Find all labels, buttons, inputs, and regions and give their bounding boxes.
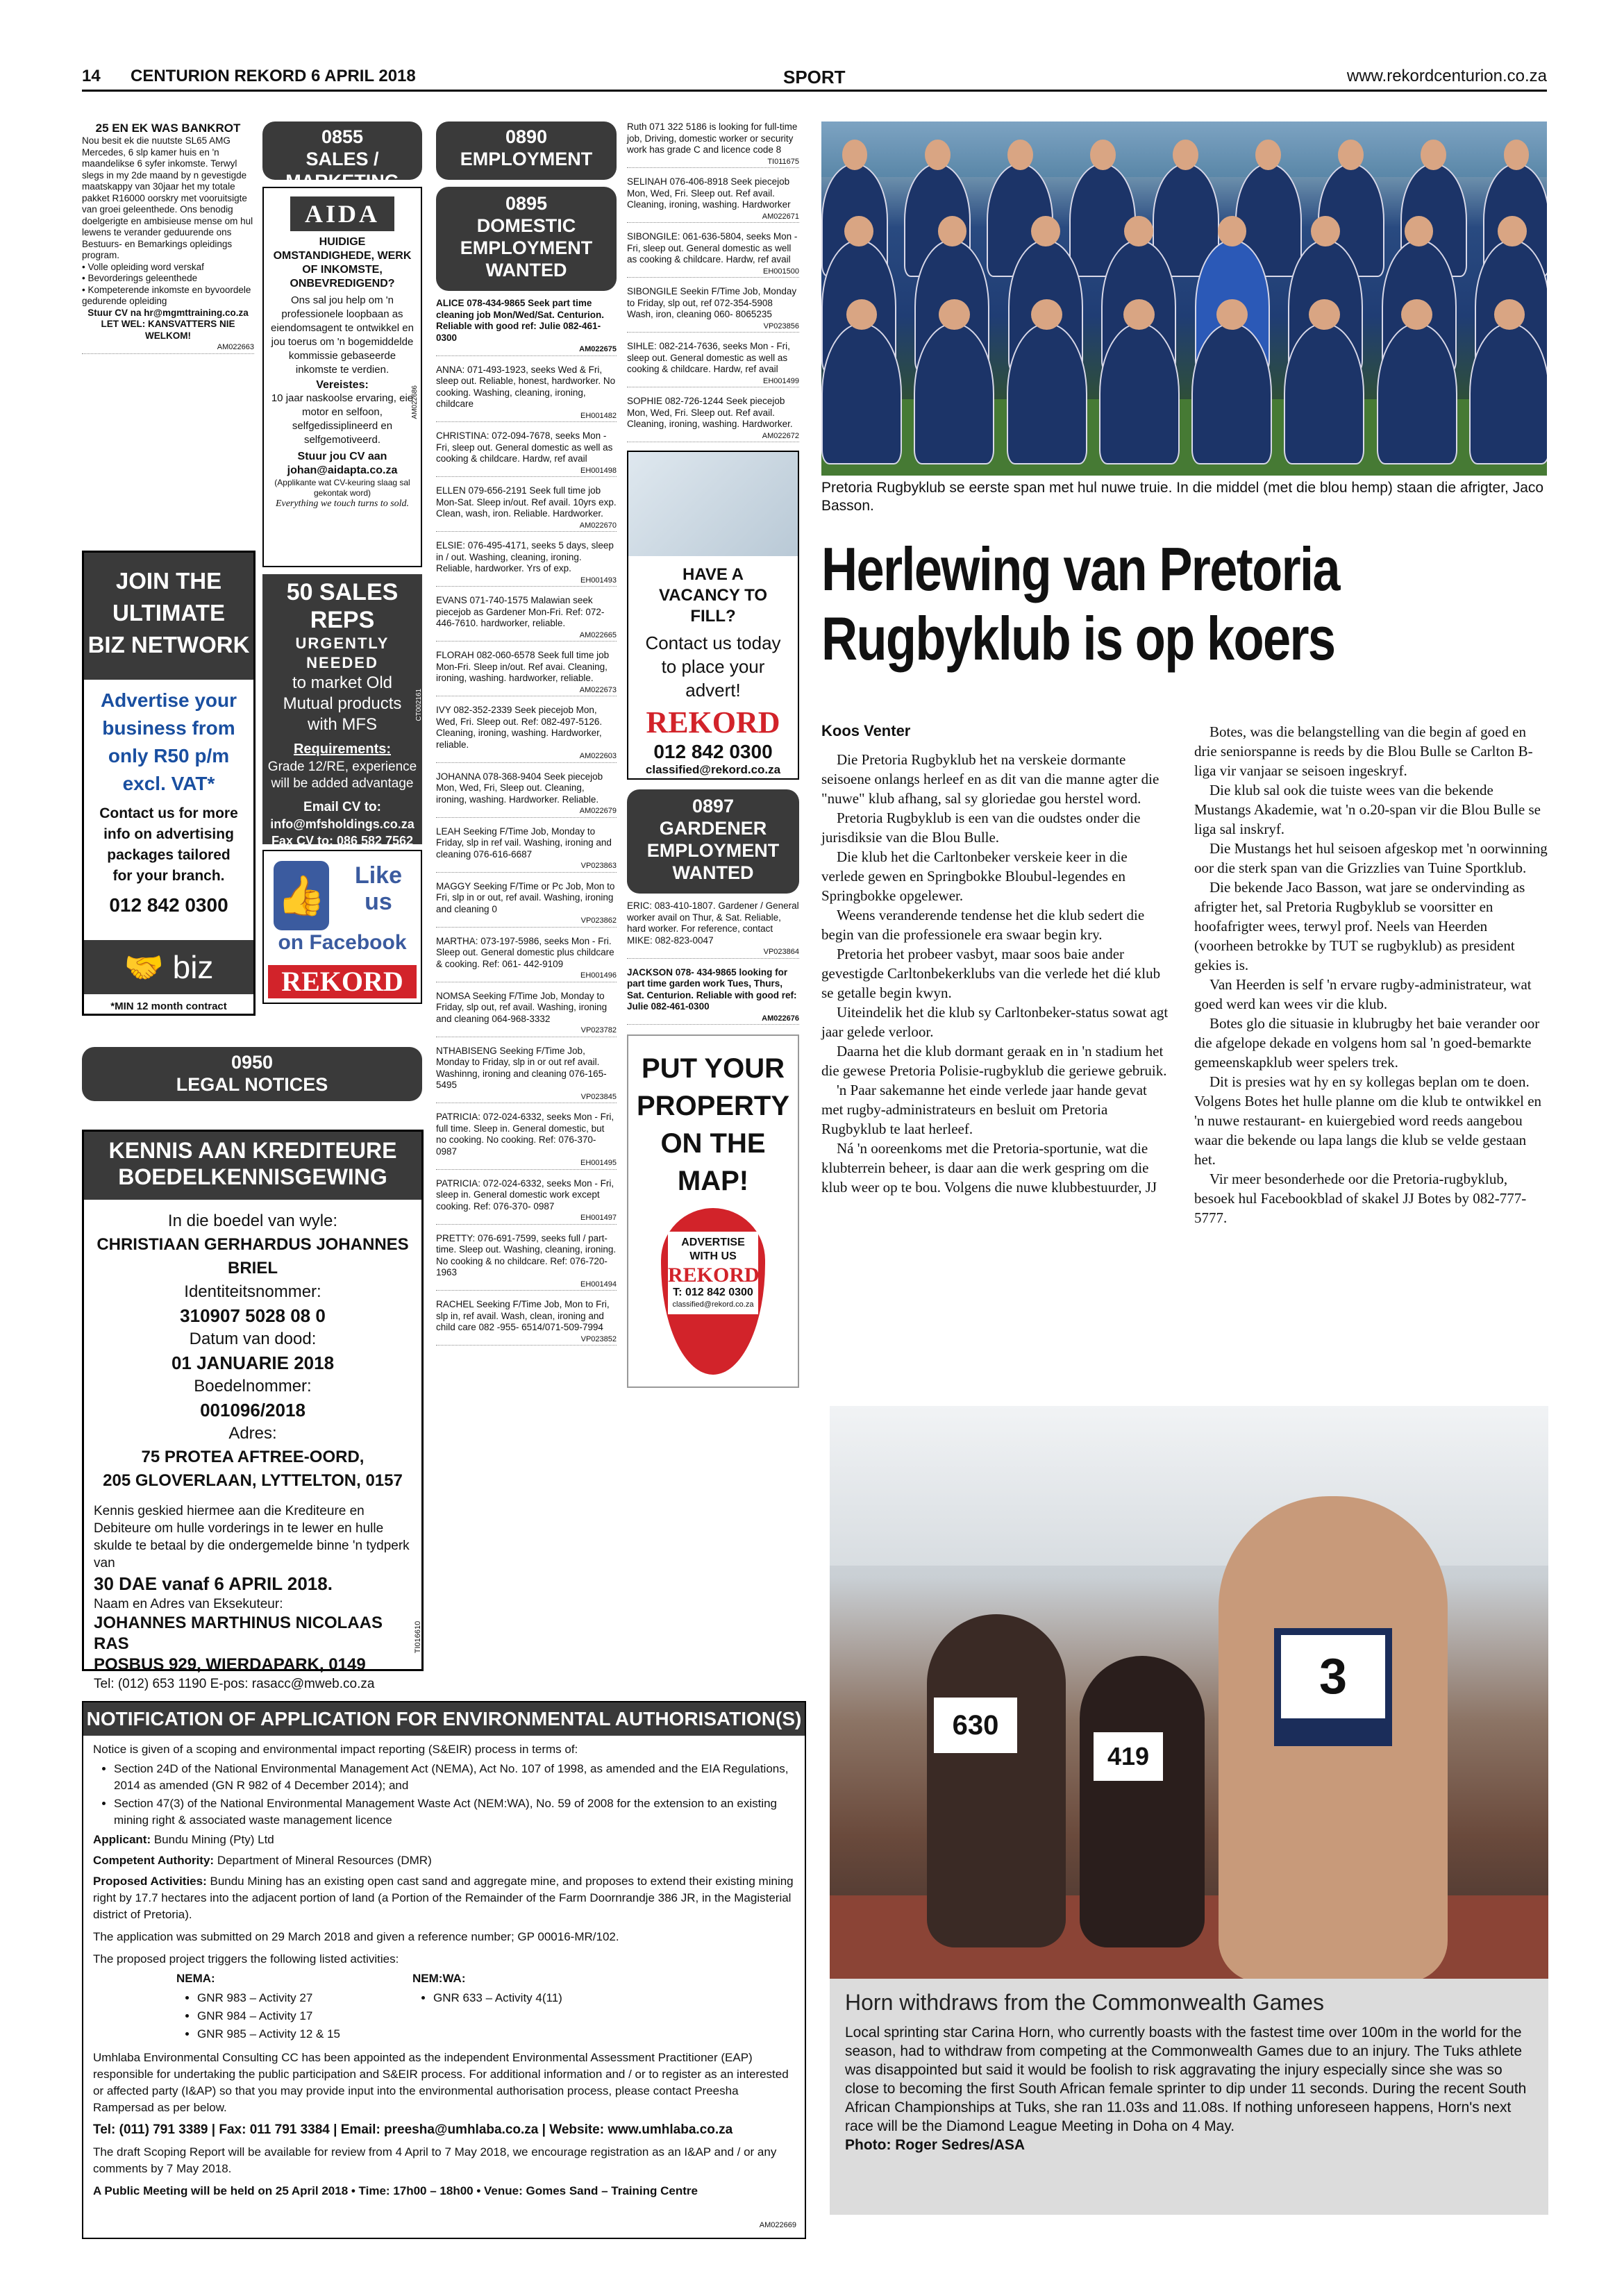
classified-ad-text: PATRICIA: 072-024-6332, seeks Mon - Fri, sleep in. General domestic work except cooking. Ref: 076-370- 0987 <box>436 1178 614 1212</box>
vacancy-image <box>628 452 798 556</box>
player-head <box>1031 216 1060 246</box>
classified-ad <box>436 485 617 532</box>
kennis-subtitle: BOEDELKENNISGEWING <box>118 1164 387 1189</box>
biz-logo-bar <box>84 940 253 994</box>
classified-ad-ref: VP023782 <box>436 1025 617 1037</box>
classified-ad <box>436 1046 617 1104</box>
ad-bullet: • Volle opleiding word verskaf <box>82 261 204 272</box>
classified-ad-ref: VP023856 <box>627 321 799 333</box>
player-head <box>846 299 878 330</box>
player-head <box>1090 140 1116 170</box>
rekord-logo: REKORD <box>668 1264 760 1287</box>
aida-ref: AM022686 <box>410 385 419 419</box>
ad-body: Nou besit ek die nuutste SL65 AMG Mercedes, 6 slp kamer huis en 'n maandelikse 6 syfer inkomste. Terwyl slegs in my 2de maand by n gevestigde maatskappy van 30jaar het my totale pakket R16000 oorskry met vooruitsigte van groei geleenthede. Ons benodig doelgerigte en ambisieuse mense om hul lewens te verander geduurende ons Bestuurs- en Bemarkings opleidings program. <box>82 135 253 260</box>
aida-req: 10 jaar naskoolse ervaring, eie motor en selfoon, selfgedissiplineerd en selfgemotiveerd. <box>271 392 414 446</box>
ad-warning: LET WEL: KANSVATTERS NIE WELKOM! <box>101 319 235 341</box>
classified-ad-text: PRETTY: 076-691-7599, seeks full / part-time. Sleep out. Washing, cleaning, ironing. No cooking & no childcare. Ref: 076-720-1963 <box>436 1232 617 1277</box>
section-label: LEGAL NOTICES <box>176 1074 328 1095</box>
mfs-fax: Fax CV to: 086 582 7562 <box>271 834 414 848</box>
player-head <box>1421 140 1446 170</box>
article-paragraph: Botes, was die belangstelling van die begin af goed en drie seniorspanne is reeds by die Blou Bulle se Carlton B-liga vir vanjaar se seisoen ingeskryf. <box>1194 723 1533 779</box>
article-paragraph: Uiteindelik het die klub sy Carltonbeker-status sowat agt jaar gelede verloor. <box>821 1004 1169 1040</box>
env-act-item: • Section 24D of the National Environmental Management Act (NEMA), Act No. 107 of 1998, as amended and the EIA Regulations, 2014 as amended (GN R 982 of 4 December 2014); and <box>114 1761 795 1794</box>
section-code: 0950 <box>231 1052 274 1073</box>
classified-ad-text: JOHANNA 078-368-9404 Seek piecejob Mon, Wed, Fri, Sleep out. Cleaning, ironing, washing. Hardworker. Reliable. <box>436 771 603 805</box>
classified-ad-text: SOPHIE 082-726-1244 Seek piecejob Mon, Wed, Fri. Sleep out. Ref avail. Cleaning, ironing, washing. Hardworker. <box>627 396 793 429</box>
article-paragraph: Dit is presies wat hy en sy kollegas beplan om te doen. Volgens Botes het hulle planne om die klub te ontwikkel en 'n nuwe restaurant- en kuiergebied word reeds aangebou waar die bekende ou lapa langs die klub se velde gestaan het. <box>1194 1073 1542 1168</box>
section-domestic-employment <box>436 187 617 291</box>
classified-ad <box>436 650 617 696</box>
classified-ad-text: RACHEL Seeking F/Time Job, Mon to Fri, slp in, ref avail. Wash, clean, ironing and child care 082 -955- 6514/071-509-7994 <box>436 1299 610 1332</box>
classified-ad-ref: VP023863 <box>436 860 617 873</box>
biz-logo: biz <box>172 949 214 985</box>
classified-ad-text: ALICE 078-434-9865 Seek part time cleaning job Mon/Wed/Sat. Centurion. Reliable with good ref: Julie 082-461-0300 <box>436 298 605 343</box>
classified-ad-text: SIBONGILE Seekin F/Time Job, Monday to Friday, slp out, ref 072-354-5908 Wash, iron, cleaning 060- 8065235 <box>627 286 797 319</box>
aida-tagline: HUIDIGE OMSTANDIGHEDE, WERK OF INKOMSTE, ONBEVREDIGEND? <box>273 236 412 290</box>
classified-ad <box>436 298 617 356</box>
env-nemwa-heading: NEM:WA: <box>412 1972 466 1985</box>
map-phone: T: 012 842 0300 <box>673 1287 753 1298</box>
section-code: 0855 <box>321 126 364 147</box>
page-number: 14 <box>82 67 101 85</box>
kennis-id: 310907 5028 08 0 <box>180 1305 326 1326</box>
handshake-icon: 🤝 <box>124 949 164 985</box>
section-code: 0895 <box>505 193 548 214</box>
domestic-ads-list-2 <box>627 121 799 442</box>
article-paragraph: Die Pretoria Rugbyklub het na verskeie dormante seisoene onlangs herleef en as dit van die manne agter die "nuwe" klub afhang, sal sy gloriedae gou herstel word. <box>821 751 1160 807</box>
classified-ad <box>436 881 617 928</box>
classified-ad-text: EVANS 071-740-1575 Malawian seek piecejob as Gardener Mon-Fri. Ref: 072-446-7610. hardworker, reliable. <box>436 595 605 628</box>
vacancy-title: HAVE A VACANCY TO FILL? <box>658 565 768 626</box>
section-legal-notices <box>82 1047 422 1101</box>
aida-body: Ons sal jou help om 'n professionele loopbaan as eiendomsagent te ontwikkel en jou toerus om 'n bogemiddelde kommissie gebaseerde inkomste te verdien. <box>271 294 414 376</box>
vacancy-contact: Contact us today to place your advert! <box>645 632 781 701</box>
env-nema-heading: NEMA: <box>176 1972 215 1985</box>
env-nemwa-list <box>412 1990 562 2006</box>
gardener-ads-list <box>627 900 799 1025</box>
env-contact: Tel: (011) 791 3389 | Fax: 011 791 3384 | Email: preesha@umhlaba.co.za | Website: www.umhlaba.co.za <box>93 2122 733 2137</box>
player-head <box>1311 216 1340 246</box>
env-intro: Notice is given of a scoping and environmental impact reporting (S&EIR) process in terms of: <box>93 1743 578 1756</box>
domestic-ads-list <box>436 298 617 1346</box>
player-head <box>1123 299 1155 330</box>
article-paragraph: Van Heerden is self 'n ervare rugby-administrateur, wat goed werd kan wees vir die klub. <box>1194 976 1532 1012</box>
player-head <box>1405 216 1434 246</box>
mfs-ad <box>262 574 424 848</box>
kennis-address-2: 205 GLOVERLAAN, LYTTELTON, 0157 <box>103 1471 403 1490</box>
article-column-left <box>821 722 1169 1197</box>
vacancy-phone: 012 842 0300 <box>653 741 773 762</box>
env-nemwa-item: • GNR 633 – Activity 4(11) <box>433 1990 562 2006</box>
classified-ad-ref: VP023862 <box>436 915 617 928</box>
kennis-aan-krediteure-notice <box>82 1130 424 1691</box>
section-gardener-employment <box>627 789 799 894</box>
aida-ad <box>262 187 422 567</box>
classified-ad <box>436 430 617 477</box>
env-act-item: • Section 47(3) of the National Environmental Management Waste Act (NEM:WA), No. 59 of 2008 for the extension to an existing mining right & associated waste management licence <box>114 1795 795 1829</box>
rugby-player <box>1469 323 1547 464</box>
player-head <box>1338 140 1364 170</box>
classified-ad <box>436 1299 617 1346</box>
fb-on-facebook: on Facebook <box>278 931 407 954</box>
section-label: DOMESTIC EMPLOYMENT WANTED <box>460 215 593 280</box>
mfs-title: 50 SALES REPS <box>286 579 399 633</box>
classified-ad <box>627 967 799 1025</box>
player-head <box>1504 140 1530 170</box>
classified-ad-text: CHRISTINA: 072-094-7678, seeks Mon - Fri, sleep out. General domestic as well as cooking & childcare. Hardw, ref avail <box>436 430 613 464</box>
section-name: SPORT <box>783 67 846 87</box>
classified-ad <box>627 176 799 223</box>
classified-ad <box>627 341 799 387</box>
rugby-photo-caption: Pretoria Rugbyklub se eerste span met hul nuwe truie. In die middel (met die blou hemp) staan die afrigter, Jaco Basson. <box>821 480 1544 514</box>
map-pin-icon <box>661 1208 765 1375</box>
ad-ref: AM022663 <box>82 342 254 354</box>
rugby-player <box>1191 323 1272 464</box>
biz-line-3: BIZ NETWORK <box>87 632 250 657</box>
classified-ad-text: ANNA: 071-493-1923, seeks Wed & Fri, sleep out. Reliable, honest, hardworker. No cooking. Washing, cleaning, ironing, childcare <box>436 364 616 409</box>
env-proposed: Bundu Mining has an existing open cast sand and aggregate mine, and proposes to extend their existing mining right by 17.7 hectares into the adjacent portion of land (a Portion of the Remainder of the Farm Doornrandje 386 JR, in the Magisterial district of Pretoria). <box>93 1875 794 1921</box>
player-head <box>925 140 951 170</box>
env-nema-item: • GNR 983 – Activity 27 <box>197 1990 412 2006</box>
env-authority-heading: Competent Authority: <box>93 1854 215 1867</box>
article-paragraph: Pretoria het probeer vasbyt, maar soos baie ander gevestigde Carltonbekerklubs van die verlede het dié klub se getalle begin kwyn. <box>821 946 1161 1001</box>
article-paragraph: Vir meer besonderhede oor die Pretoria-rugbyklub, besoek hul Facebookblad of skakel JJ Botes by 082-777-5777. <box>1194 1171 1527 1226</box>
classified-ad <box>436 705 617 763</box>
classified-ad-ref: AM022671 <box>627 211 799 224</box>
classified-ad-text: IVY 082-352-2339 Seek piecejob Mon, Wed, Fri. Sleep out. Ref: 082-497-5126. Cleaning, ironing, washing. Hardworker, reliable. <box>436 705 603 750</box>
section-code: 0897 <box>692 796 735 816</box>
biz-line-2: ULTIMATE <box>112 600 225 626</box>
classified-ad-text: SIBONGILE: 061-636-5804, seeks Mon - Fri, sleep out. General domestic as well as cooking & childcare. Hardw, ref avail <box>627 231 798 265</box>
rugby-player <box>1007 323 1087 464</box>
biz-header <box>84 553 253 680</box>
map-title: PUT YOUR PROPERTY ON THE MAP! <box>636 1053 790 1196</box>
classified-ad <box>627 286 799 333</box>
article-paragraph: Ná 'n ooreenkoms met die Pretoria-sportunie, wat die klubterrein beheer, is daar aan die werk gespring om die klub weer op te bou. Volgens die nuwe klubbestuurder, JJ <box>821 1140 1157 1196</box>
classifieds-column-3 <box>436 121 617 1354</box>
classified-ad-ref: AM022665 <box>436 630 617 642</box>
thumbs-up-icon: 👍 <box>274 861 329 930</box>
player-head <box>1218 216 1247 246</box>
classified-ad-ref: EH001497 <box>436 1212 617 1225</box>
article-paragraph: Die bekende Jaco Basson, wat jare se ondervinding as afrigter het, sal Pretoria Rugbyklub se voorsitter en hoofafrigter wees, terwyl prof. Neels van Heerden (voorheen betrokke by TUT se rugbyklub) as president gekies is. <box>1194 879 1525 973</box>
classified-ad-ref: AM022672 <box>627 430 799 443</box>
article-right-paragraphs <box>1194 722 1548 1227</box>
page-header <box>82 64 1547 92</box>
article-paragraph: Pretoria Rugbyklub is een van die oudstes onder die jurisdiksie van die Blou Bulle. <box>821 810 1141 846</box>
article-paragraph: Weens veranderende tendense het die klub sedert die begin van die professionele era swaar begin kry. <box>821 907 1145 943</box>
article-left-paragraphs <box>821 750 1169 1197</box>
player-head <box>1216 299 1248 330</box>
mfs-email[interactable]: info@mfsholdings.co.za <box>270 817 415 831</box>
classified-ad <box>436 936 617 982</box>
classified-ad-text: FLORAH 082-060-6578 Seek full time job Mon-Fri. Sleep in/out. Ref avai. Cleaning, ironing, washing. hardworker, reliable. <box>436 650 610 683</box>
mgmt-training-ad <box>82 121 254 354</box>
classified-ad-ref: EH001494 <box>436 1279 617 1291</box>
kennis-deceased-name: CHRISTIAAN GERHARDUS JOHANNES BRIEL <box>97 1235 409 1277</box>
mfs-req-heading: Requirements: <box>293 741 392 757</box>
kennis-ref: TI016610 <box>413 1620 422 1654</box>
classified-ad-ref: AM022679 <box>436 805 617 818</box>
env-nema-item: • GNR 985 – Activity 12 & 15 <box>197 2026 412 2043</box>
classified-ad <box>436 364 617 423</box>
classifieds-column-4 <box>627 121 799 1388</box>
mfs-email-heading: Email CV to: <box>303 800 381 814</box>
classified-ad <box>436 1178 617 1225</box>
section-label: GARDENER EMPLOYMENT WANTED <box>646 818 780 883</box>
env-title: NOTIFICATION OF APPLICATION FOR ENVIRONMENTAL AUTHORISATION(S) <box>83 1702 805 1736</box>
kennis-days: 30 DAE vanaf 6 APRIL 2018. <box>94 1573 333 1594</box>
rugby-player <box>914 323 994 464</box>
env-applicant: Bundu Mining (Pty) Ltd <box>153 1833 274 1846</box>
kennis-address-heading: Adres: <box>228 1424 277 1443</box>
classified-ad-text: PATRICIA: 072-024-6332, seeks Mon - Fri, full time. Sleep in. General domestic, but no cooking. No cooking. Ref: 076-370-0987 <box>436 1112 614 1157</box>
classifieds-column-1 <box>82 121 254 362</box>
env-proposed-heading: Proposed Activities: <box>93 1875 207 1888</box>
ad-bullet: • Kompeterende inkomste en byvoordele gedurende opleiding <box>82 284 251 306</box>
section-code: 0890 <box>505 126 548 147</box>
article-paragraph: Die klub sal ook die tuiste wees van die bekende Mustangs Akademie, wat 'n o.20-span vir die Blou Bulle se liga sal inskryf. <box>1194 782 1541 837</box>
section-label: SALES / MARKETING <box>285 149 399 192</box>
ad-bullet: • Bevorderings geleenthede <box>82 273 198 283</box>
classified-ad-ref: EH001482 <box>436 410 617 423</box>
player-head <box>1173 140 1198 170</box>
classified-ad <box>436 595 617 642</box>
horn-credit: Photo: Roger Sedres/ASA <box>845 2137 1026 2153</box>
kennis-id-heading: Identiteitsnommer: <box>184 1282 321 1301</box>
player-head <box>1031 299 1062 330</box>
horn-text: Local sprinting star Carina Horn, who currently boasts with the fastest time over 100m in the world for the season, had to withdraw from competing at the Commonwealth Games due to an injury. The Tuks athlete was disappointed but said it would be foolish to risk aggravating the injury especially since she was so close to becoming the first South African female sprinter to dip under 11 seconds. During the recent South African Championships at Tuks, she ran 11.03s and 11.08s. If nothing unforeseen happens, Horn's next race will be the Diamond League Meeting in Doha on 4 May. <box>845 2025 1527 2134</box>
player-head <box>1309 299 1340 330</box>
runner-figure-1 <box>927 1614 1066 1947</box>
classified-ad-text: Ruth 071 322 5186 is looking for full-time job, Driving, domestic worker or security work has grade C and licence code 8 <box>627 121 798 155</box>
mfs-req: Grade 12/RE, experience will be added advantage <box>267 760 417 791</box>
classified-ad-ref: AM022675 <box>436 344 617 356</box>
classified-ad-text: MAGGY Seeking F/Time or Pc Job, Mon to Fri, slp in or out, ref avail. Washing, ironing and cleaning 0 <box>436 880 615 914</box>
biz-min-contract: *MIN 12 month contract <box>110 1000 227 1012</box>
classified-ad-text: NOMSA Seeking F/Time Job, Monday to Friday, slp out, ref avail. Washing, ironing and cleaning 064-968-3332 <box>436 990 608 1024</box>
env-nema-list <box>176 1990 412 2043</box>
aida-cv: Stuur jou CV aan johan@aidapta.co.za <box>287 450 398 476</box>
classified-ad-ref: AM022676 <box>627 1013 799 1025</box>
ad-cv-line: Stuur CV na hr@mgmttraining.co.za <box>87 307 249 318</box>
kennis-executor-heading: Naam en Adres van Eksekuteur: <box>94 1597 283 1611</box>
classified-ad-ref: EH001493 <box>436 575 617 587</box>
env-draft: The draft Scoping Report will be available for review from 4 April to 7 May 2018, we encourage registration as an I&AP and / or any comments by 7 May 2018. <box>93 2145 777 2175</box>
rugby-player <box>1099 323 1180 464</box>
env-ref: AM022669 <box>759 2221 796 2229</box>
aida-req-heading: Vereistes: <box>316 379 369 391</box>
sprinter-bib: 3 <box>1281 1635 1385 1718</box>
kennis-dod-heading: Datum van dood: <box>189 1330 317 1348</box>
horn-title: Horn withdraws from the Commonwealth Games <box>845 1990 1325 2015</box>
classified-ad-ref: TI011675 <box>627 156 799 169</box>
player-head <box>1498 216 1527 246</box>
biz-line-1: JOIN THE <box>115 568 222 594</box>
rekord-logo: REKORD <box>646 705 780 739</box>
classified-ad-ref: VP023852 <box>436 1334 617 1346</box>
classified-ad <box>627 231 799 278</box>
classified-ad <box>436 1233 617 1291</box>
rugby-player <box>1284 323 1364 464</box>
kennis-estate-number: 001096/2018 <box>200 1400 305 1421</box>
classified-ad-text: LEAH Seeking F/Time Job, Monday to Friday, slp in ref vail. Washing, ironing and cleaning 076-616-6687 <box>436 826 612 860</box>
classified-ad-ref: EH001495 <box>436 1157 617 1170</box>
section-sales-marketing <box>262 121 422 192</box>
section-label: EMPLOYMENT <box>460 149 593 169</box>
article-headline: Herlewing van Pretoria Rugbyklub is op koers <box>821 535 1339 673</box>
article-paragraph: Die klub het die Carltonbeker verskeie keer in die verlede gewen en Springbokke Bloubul-legendes en Springbokke opgelewer. <box>821 848 1128 904</box>
classified-ad-text: NTHABISENG Seeking F/Time Job, Monday to Friday, slp in or out ref avail. Washinng, ironing and cleaning 076-165-5495 <box>436 1045 607 1090</box>
fb-like: Like us <box>354 862 403 915</box>
rugby-player <box>1377 323 1457 464</box>
player-head <box>1007 140 1033 170</box>
photo-background <box>830 1406 1548 1566</box>
map-email[interactable]: classified@rekord.co.za <box>672 1300 754 1309</box>
env-applicant-heading: Applicant: <box>93 1833 151 1846</box>
kennis-dod: 01 JANUARIE 2018 <box>171 1352 335 1373</box>
kennis-tel: Tel: (012) 653 1190 E-pos: rasacc@mweb.co.za <box>94 1677 375 1691</box>
map-pin-inner <box>668 1232 758 1314</box>
env-submitted: The application was submitted on 29 March 2018 and given a reference number; GP 00016-MR/102. <box>93 1930 619 1943</box>
player-head <box>1494 299 1525 330</box>
classified-ad <box>436 991 617 1037</box>
rugby-team-photo <box>821 121 1547 476</box>
kennis-title: KENNIS AAN KREDITEURE <box>108 1138 397 1163</box>
classified-ad-ref: VP023845 <box>436 1091 617 1104</box>
biz-phone: 012 842 0300 <box>109 894 228 916</box>
classified-ad-text: JACKSON 078- 434-9865 looking for part time garden work Tues, Thurs, Sat. Centurion. Reliable with good ref: Julie 082-461-0300 <box>627 966 797 1012</box>
facebook-ad[interactable] <box>262 850 422 1004</box>
vacancy-email[interactable]: classified@rekord.co.za <box>645 763 781 776</box>
kennis-estate-of: In die boedel van wyle: <box>167 1212 338 1230</box>
runner-bib-1: 630 <box>934 1698 1017 1753</box>
player-head <box>1401 299 1432 330</box>
classified-ad-ref: AM022673 <box>436 685 617 697</box>
classified-ad-ref: VP023864 <box>627 946 799 959</box>
classified-ad-ref: EH001496 <box>436 970 617 982</box>
classified-ad-text: ELLEN 079-656-2191 Seek full time job Mon-Sat. Sleep in/out. Ref avail. 10yrs exp. Clean, wash, iron. Reliable. Hardworker. <box>436 485 617 519</box>
kennis-executor-address: POSBUS 929, WIERDAPARK, 0149 <box>94 1655 366 1674</box>
classifieds-column-2 <box>262 121 422 1004</box>
classified-ad <box>436 1112 617 1170</box>
kennis-paragraph: Kennis geskied hiermee aan die Krediteure en Debiteure om hulle vorderings in te lewer en hulle skulde te betaal by die ondergemelde binne 'n tydperk van <box>94 1504 410 1570</box>
aida-slogan: Everything we touch turns to sold. <box>275 498 410 509</box>
classified-ad-text: SIHLE: 082-214-7636, seeks Mon - Fri, sleep out. General domestic as well as cooking & childcare. Hardw, ref avail <box>627 341 790 374</box>
classified-ad <box>436 826 617 873</box>
property-map-ad <box>627 1034 799 1388</box>
classified-ad-text: ELSIE: 076-495-4171, seeks 5 days, sleep in / out. Washing, cleaning, ironing. Reliable, hardworker. Yrs of exp. <box>436 540 614 573</box>
classified-ad-text: SELINAH 076-406-8918 Seek piecejob Mon, Wed, Fri. Sleep out. Ref avail. Cleaning, ironing, washing. Hardworker <box>627 176 791 210</box>
env-nema-item: • GNR 984 – Activity 17 <box>197 2008 412 2025</box>
kennis-estate-heading: Boedelnommer: <box>194 1377 312 1396</box>
biz-network-ad <box>82 551 256 1016</box>
website-link[interactable]: www.rekordcenturion.co.za <box>1346 67 1547 85</box>
kennis-header <box>84 1132 421 1200</box>
carina-horn-photo <box>830 1406 1548 1979</box>
player-head <box>1255 140 1281 170</box>
ad-title: 25 EN EK WAS BANKROT <box>95 121 241 135</box>
classified-ad <box>436 771 617 818</box>
horn-news-box <box>830 1979 1548 2215</box>
map-advertise: ADVERTISE WITH US <box>681 1237 745 1262</box>
runner-figure-2 <box>1080 1656 1205 1947</box>
kennis-executor-name: JOHANNES MARTHINUS NICOLAAS RAS <box>94 1614 383 1653</box>
classified-ad-text: MARTHA: 073-197-5986, seeks Mon - Fri. Sleep out. General domestic plus childcare & cooking. Ref: 061- 442-9109 <box>436 935 614 969</box>
article-paragraph: Daarna het die klub dormant geraak en in 'n stadium het die gewese Pretoria Polisie-rugbyklub die geriewe gebruik. <box>821 1043 1167 1079</box>
env-meeting: A Public Meeting will be held on 25 April 2018 • Time: 17h00 – 18h00 • Venue: Gomes Sand – Training Centre <box>93 2184 698 2197</box>
publication-date: CENTURION REKORD 6 APRIL 2018 <box>131 67 416 85</box>
environmental-notice <box>82 1701 806 2239</box>
env-authority: Department of Mineral Resources (DMR) <box>217 1854 432 1867</box>
classified-ad-ref: EH001499 <box>627 376 799 388</box>
player-head <box>844 216 873 246</box>
mfs-ref: CT002161 <box>415 688 424 721</box>
aida-logo: AIDA <box>290 196 394 231</box>
env-eap: Umhlaba Environmental Consulting CC has been appointed as the independent Environmental Assessment Practitioner (EAP) responsible for undertaking the public participation and S&EIR process. For additional information and / or to register as an interested or affected party (I&AP) so that you may provide input into the environmental authorisation process, please contact Preesha Rampersad as per below. <box>93 2051 789 2114</box>
player-head <box>939 299 970 330</box>
kennis-address-1: 75 PROTEA AFTREE-OORD, <box>141 1448 365 1466</box>
classified-ad <box>627 396 799 442</box>
classified-ad-text: ERIC: 083-410-1807. Gardener / General worker avail on Thur, & Sat. Reliable, hard worker. For reference, contact MIKE: 082-823-0047 <box>627 900 799 946</box>
env-triggers: The proposed project triggers the following listed activities: <box>93 1952 399 1966</box>
classified-ad-ref: EH001500 <box>627 266 799 278</box>
classified-ad-ref: AM022603 <box>436 751 617 763</box>
article-paragraph: Botes glo die situasie in klubrugby het baie verander oor die afgelope dekade en volgens hom sal 'n goed-bemarkte gemeenskapklub weer spelers trek. <box>1194 1015 1540 1071</box>
mfs-urgent: URGENTLY NEEDED <box>295 635 390 671</box>
player-head <box>1124 216 1153 246</box>
aida-note: (Applikante wat CV-keuring slaag sal gekontak word) <box>274 477 410 498</box>
rekord-logo: REKORD <box>268 965 417 998</box>
article-author: Koos Venter <box>821 722 911 739</box>
vacancy-ad <box>627 451 799 780</box>
player-head <box>842 140 868 170</box>
env-act-list <box>93 1761 795 1829</box>
player-head <box>938 216 967 246</box>
rugby-player <box>821 323 902 464</box>
runner-bib-2: 419 <box>1094 1732 1163 1781</box>
biz-contact: Contact us for more info on advertising packages tailored for your branch. <box>99 805 238 884</box>
article-column-right <box>1194 722 1548 1227</box>
classified-ad <box>436 540 617 587</box>
article-paragraph: Die Mustangs het hul seisoen afgeskop met 'n oorwinning oor die sterk span van die Grizzlies van Tuine Sportklub. <box>1194 840 1548 876</box>
classified-ad <box>627 900 799 959</box>
classified-ad-ref: AM022670 <box>436 520 617 533</box>
mfs-market: to market Old Mutual products with MFS <box>283 673 402 734</box>
article-paragraph: 'n Paar sakemanne het einde verlede jaar hande gevat met rugby-administrateurs en besluit om Pretoria Rugbyklub te laat herleef. <box>821 1082 1147 1137</box>
biz-advertise: Advertise your business from only R50 p/m excl. VAT* <box>100 689 237 794</box>
classified-ad <box>627 121 799 168</box>
section-employment <box>436 121 617 180</box>
classified-ad-ref: EH001498 <box>436 465 617 478</box>
